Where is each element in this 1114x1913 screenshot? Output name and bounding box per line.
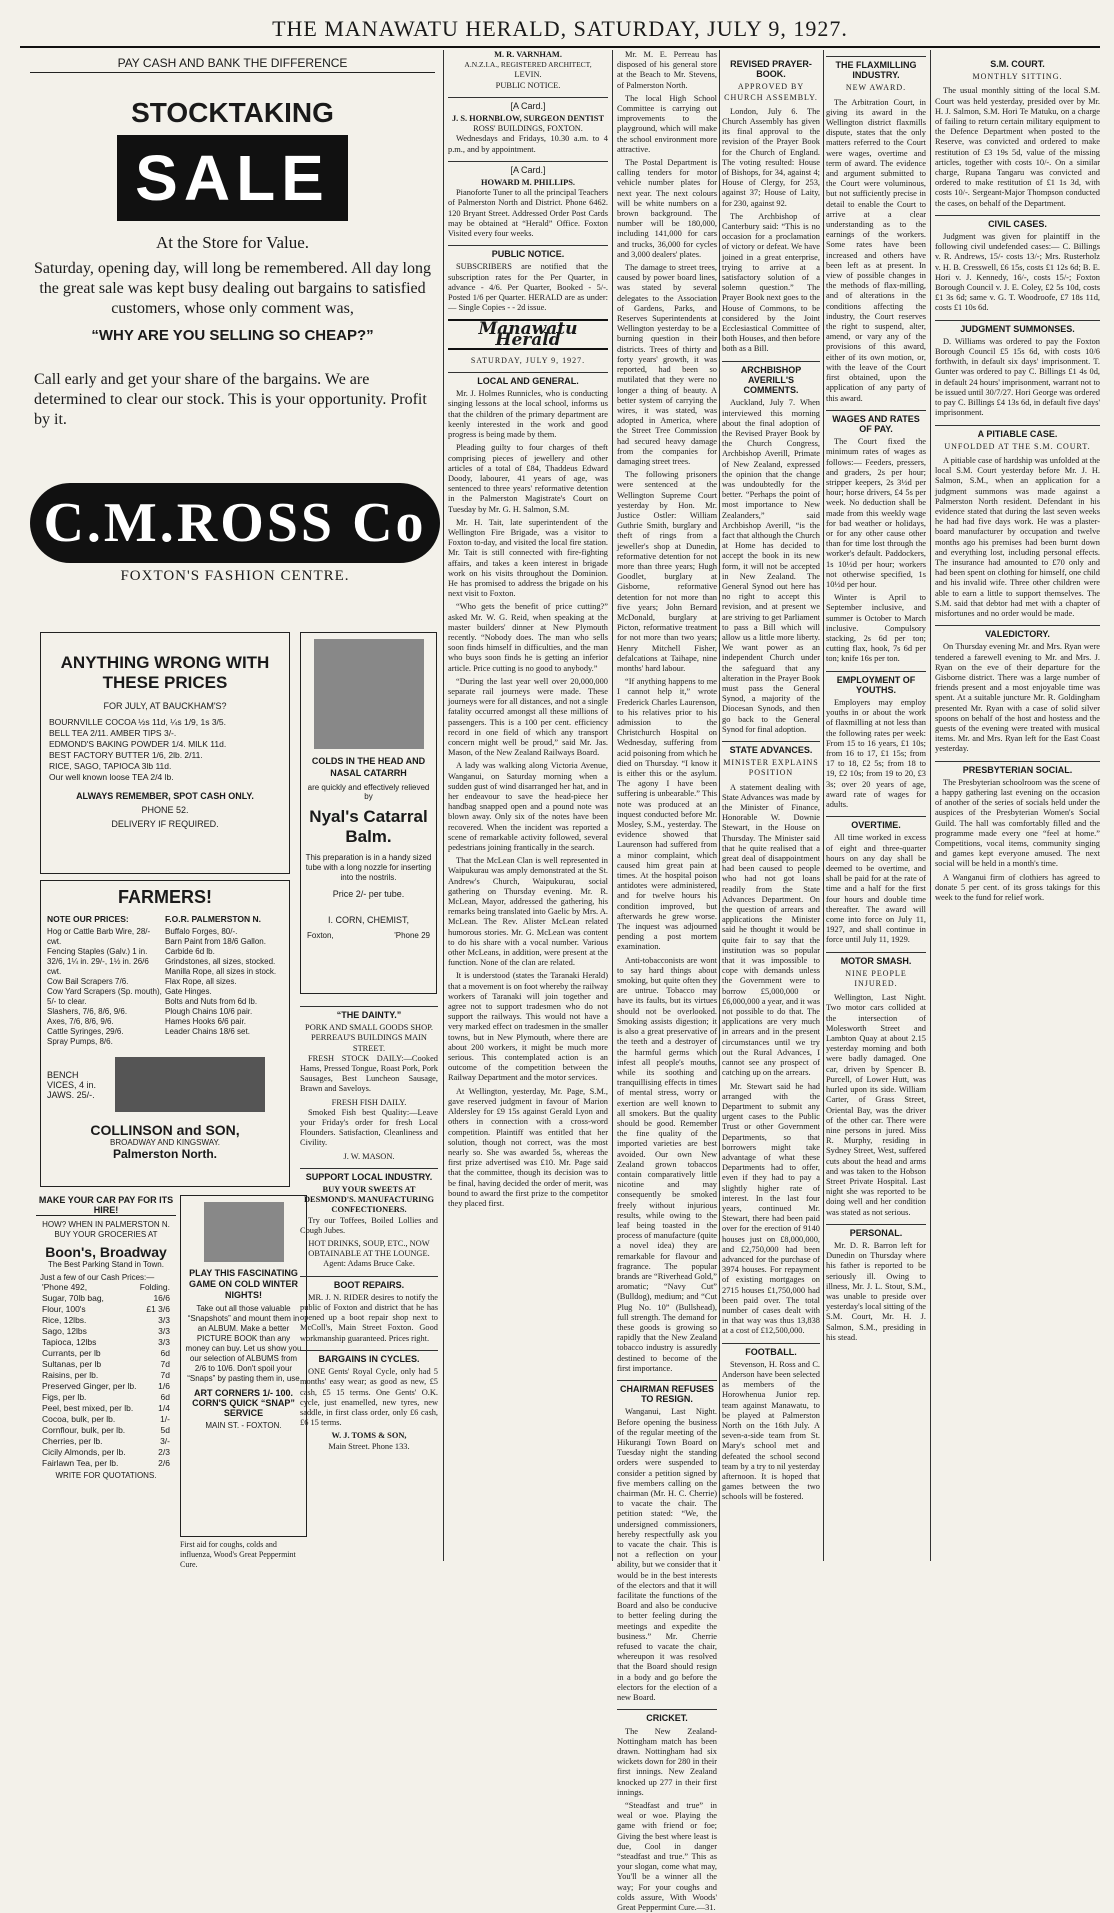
farmers-right-item: Bolts and Nuts from 6d lb. (165, 997, 258, 1006)
civil-head: CIVIL CASES. (935, 215, 1100, 229)
boons-item-price: 7d (160, 1359, 170, 1369)
chairman-head: CHAIRMAN REFUSES TO RESIGN. (617, 1380, 717, 1404)
boot-head: BOOT REPAIRS. (300, 1276, 438, 1290)
employment-head: EMPLOYMENT OF YOUTHS. (826, 671, 926, 695)
toms-name: W. J. TOMS & SON, (331, 1431, 407, 1441)
sm-court-head: S.M. COURT. (990, 59, 1045, 69)
article-para: A Wanganui firm of clothiers has agreed to donate 5 per cent. of its gross takings for this week to the fund for relief work. (935, 872, 1100, 903)
hornblow-address: ROSS' BUILDINGS, FOXTON. (473, 124, 583, 134)
boons-item-name: 'Phone 492, (42, 1282, 88, 1292)
boons-price-row (36, 1403, 176, 1414)
article-para: The Court fixed the minimum rates of wages as follows:— Feeders, pressers, and graders, 2s per hour; stripper keepers, 2s 3½d per hour; horse drivers, £4 5s per week. No deduction shall be made from this weekly wage for bad weather or holidays, or for any other cause other than for time lost through the worker's default. Paddockers, 1s 10½d per hour; workers not otherwise specified, 1s 10½d per hour. (826, 437, 926, 589)
article-para: Pleading guilty to four charges of theft comprising pieces of jewellery and other articles of a total of £84, Thaddeus Edward Doody, labourer, 41 years of age, was sentenced to three years' reformative detention in the Palmerston Magistrate's Court on Tuesday by Mr. G. H. Salmon, S.M. (448, 443, 608, 514)
article-para: “During the last year well over 20,000,000 separate rail journeys were made. These journeys were for all distances, and not a single fatality occurred amongst all these millions of passengers. This is a 100 per cent. efficiency record in one field of which any transport concern might well be proud,” said Mr. Jas. Mason, of the New Zealand Railways Board. (448, 676, 608, 758)
snapshots-corners: ART CORNERS 1/- 100. (193, 1388, 294, 1398)
hornblow-days: Wednesdays and Fridays, 10.30 a.m. to 4 p.m., and by appointment. (448, 134, 608, 154)
dainty-sub: PORK AND SMALL GOODS SHOP. (305, 1023, 433, 1033)
article-para: All time worked in excess of eight and three-quarter hours on any day shall be deemed to be overtime, and shall be paid for at the rate of time and a half for the first four hours and double time thereafter. The award will come into force on July 11, 1927, and shall continue in force until July 11, 1929. (826, 833, 926, 945)
woods-ad: First aid for coughs, colds and influenza, Wood's Great Peppermint Cure. (180, 1540, 296, 1569)
pitiable-sub: UNFOLDED AT THE S.M. COURT. (944, 441, 1091, 451)
support-sub: BUY YOUR SWEETS AT DESMOND'S. MANUFACTURING CONFECTIONERS. (303, 1185, 435, 1215)
cycles-body: ONE Gents' Royal Cycle, only had 5 months' easy wear; as good as new, £5 cash, £5 15 terms. One Gents' O.K. cycle, just enamelled, new tyres, new saddle, in first class order, only £6 cash, £6 15 terms. (300, 1367, 438, 1428)
snapshots-title: PLAY THIS FASCINATING GAME ON COLD WINTER NIGHTS! (189, 1268, 298, 1300)
boons-item-price: 3/3 (158, 1326, 170, 1336)
farmers-company: COLLINSON and SON, (90, 1122, 240, 1138)
bauckham-footer1: ALWAYS REMEMBER, SPOT CASH ONLY. (76, 791, 254, 801)
stocktaking-sale-ad (30, 54, 435, 474)
man-with-cold-illustration (314, 639, 424, 749)
boons-price-row (36, 1381, 176, 1392)
boons-item-price: 5d (160, 1425, 170, 1435)
varnham-place: LEVIN. (514, 70, 542, 80)
boons-item-name: Figs, per lb. (42, 1392, 87, 1402)
boons-item-price: 3/- (160, 1436, 170, 1446)
state-advances-sub: MINISTER EXPLAINS POSITION (723, 758, 819, 778)
article-para: The Presbyterian schoolroom was the scene of a happy gathering last evening on the occasion of another of the series of socials held under the auspices of the Presbyterian Women's Social Guild. The hall was comfortably filled and the programme made every one “feel at home.” Competitions, vocal items, community singing and games kept everyone amused. The next social will be held in a month's time. (935, 777, 1100, 869)
article-para: A pitiable case of hardship was unfolded at the local S.M. Court yesterday before Mr. J. H. Salmon, S.M., when an application for a judgment summons was made against a Palmerston North resident. Defendant in his evidence stated that during the last seven weeks he had had five days work. He was a plaster-board manufacturer by occupation and twelve months ago his premises had been burnt down and everything lost, including personal effects. The insurance had amounted to £70 only and had been spent on clothing for himself, one child and his invalid wife. Three other children were able to earn a little to support themselves. The S.M. said that debtor had met with a chapter of misfortunes and no order would be made. (935, 455, 1100, 618)
article-para: “Who gets the benefit of price cutting?” asked Mr. W. G. Reid, when speaking at the master builders' dinner at New Plymouth recently. “Nobody does. The man who sells soon finds himself in difficulties, and the man who buys soon finds he is getting an inferior article. Price cutting is no good to anybody.” (448, 602, 608, 673)
article-para: At Wellington, yesterday, Mr. Page, S.M., gave reserved judgment in favour of Marion Aldersley for £9 15s against Gerald Lyon and others in connection with a cross-word competition. Plaintiff was entitled that her solution, though not correct, was the most nearly so. She was awarded 5s, whereas the first prize advertised was £10. Mr. Page said that the committee, though its decision was to be final, having decided the order of merit, was bound to award the first prize to the competitor they placed first. (448, 1086, 608, 1208)
boons-item-price: 1/4 (158, 1403, 170, 1413)
sm-court-sub: MONTHLY SITTING. (972, 72, 1063, 82)
boons-item-price: 7d (160, 1370, 170, 1380)
boons-item-price: 16/6 (153, 1293, 170, 1303)
boons-item-price: 2/6 (158, 1458, 170, 1468)
farmers-right-item: Flax Rope, all sizes. (165, 977, 237, 986)
boons-title: MAKE YOUR CAR PAY FOR ITS HIRE! (36, 1195, 176, 1216)
sale-word: SALE (117, 135, 348, 221)
column-7 (935, 50, 1100, 1561)
motor-head: MOTOR SMASH. (826, 952, 926, 966)
bauckham-sub: FOR JULY, AT BAUCKHAM'S? (103, 701, 227, 711)
local-general-head: LOCAL AND GENERAL. (448, 372, 608, 386)
article-para: The following prisoners were sentenced at the Wellington Supreme Court yesterday by Hon. Mr. Justice Ostler: William Guthrie Smith, burglary and theft of rings from a jeweller's shop at Dunedin, reformative detention for not more than three years; Hugh Goodlet, burglary at Gisborne, reformative detention for not more than five years; John Bernard McDonald, burglary at Picton, reformative treatment for not more than two years; Henry Mitchell Fisher, defalcations at Taihape, nine months' hard labour. (617, 470, 717, 673)
boons-tag: The Best Parking Stand in Town. (48, 1260, 164, 1269)
boons-item-name: Raisins, per lb. (42, 1370, 99, 1380)
hornblow-name: J. S. HORNBLOW, SURGEON DENTIST (451, 114, 605, 124)
cycles-head: BARGAINS IN CYCLES. (300, 1350, 438, 1364)
article-para: Mr. J. Holmes Runnicles, who is conducting singing lessons at the local school, informs us that the children of the primary department are keenly interested in the work and good progress is being made by them. (448, 389, 608, 440)
boons-item-name: Sugar, 70lb bag, (42, 1293, 104, 1303)
state-advances-head: STATE ADVANCES. (722, 741, 820, 755)
flax-head: THE FLAXMILLING INDUSTRY. (826, 56, 926, 80)
toms-address: Main Street. Phone 133. (328, 1441, 410, 1451)
valedictory-head: VALEDICTORY. (935, 625, 1100, 639)
sale-ad-title: STOCKTAKING (131, 97, 334, 128)
dainty-address: PERREAU'S BUILDINGS MAIN STREET. (311, 1033, 427, 1053)
boons-price-row (36, 1414, 176, 1425)
support-head: SUPPORT LOCAL INDUSTRY. (300, 1168, 438, 1182)
farmers-left-head: NOTE OUR PRICES: (47, 914, 129, 924)
article-para: Stevenson, H. Ross and C. Anderson have been selected as members of the Horowhenua Junior rep. team against Manawatu, to be played at Palmerston North on the 16th July. A seven-a-side team from St. Mary's school met and defeated the school second team by a try to nil yesterday afternoon. It is hoped that games between the two schools will be fostered. (722, 1359, 820, 1502)
phillips-body: Pianoforte Tuner to all the principal Teachers of Palmerston North and District. Phone 6462. 120 Bryant Street. Addressed Order Post Cards may be obtained at “Herald” Office. Foxton Visited every four weeks. (448, 188, 608, 239)
article-para: The Archbishop of Canterbury said: “This is no occasion for a proclamation of victory or defeat. We have joined in a great enterprise, trying to arrive at a satisfactory solution of a solemn question.” The Prayer Book next goes to the House of Commons, to be considered by the Joint Ecclesiastical Committee of both Houses, and then before both as a Bill. (722, 211, 820, 354)
sale-ad-top: PAY CASH AND BANK THE DIFFERENCE (30, 54, 435, 73)
hot-drinks: HOT DRINKS, SOUP, ETC., NOW OBTAINABLE AT THE LOUNGE. (308, 1239, 430, 1259)
snapshots-address: MAIN ST. - FOXTON. (205, 1421, 282, 1430)
farmers-left-item: Cattle Syringes, 29/6. (47, 1027, 124, 1036)
boons-item-price: 2/3 (158, 1447, 170, 1457)
article-para: The damage to street trees, caused by power board lines, was stated by several delegates to the Association of Gardens, Parks, and Reserves Superintendents at Wellington yesterday to be a burning question in their districts. Trees of thirty and forty years' growth, it was reported, had been so mutilated that they were no longer a thing of beauty. A better system of carrying the wires, it was stated, was adopted in America, where the Street Tree Commission had secured heavy damage from the companies for damaging street trees. (617, 263, 717, 466)
boons-item-name: Sultanas, per lb (42, 1359, 102, 1369)
boons-how: HOW? WHEN IN PALMERSTON N. BUY YOUR GROCERIES AT (42, 1220, 170, 1239)
column-6-flax (826, 50, 926, 1561)
boons-item-price: 3/3 (158, 1315, 170, 1325)
fish-head: FRESH FISH DAILY. (331, 1097, 407, 1107)
boons-item-price: 1/- (160, 1414, 170, 1424)
column-4 (617, 50, 718, 1912)
article-para: Mr. M. E. Perreau has disposed of his general store at the Beach to Mr. Stevens, of Palmerston North. (617, 50, 717, 90)
subscription-notice: SUBSCRIBERS are notified that the subscription rates for the Per Quarter, in advance - 4/6. Per Quarter, Booked - 5/-. Posted 1/6 per Quarter. HERALD are as under:— Single Copies - - 2d issue. (448, 262, 608, 313)
boons-price-row (36, 1304, 176, 1315)
fish-name: J. W. MASON. (343, 1151, 395, 1161)
bauckham-item: Our well known loose TEA 2/4 lb. (49, 772, 174, 782)
boons-price-row (36, 1436, 176, 1447)
article-para: Auckland, July 7. When interviewed this morning about the final adoption of the Revised Prayer Book by the Church Congress, Archbishop Averill, Primate of New Zealand, expressed the opinion that the change was undoubtedly for the better. “Perhaps the point of most importance to New Zealanders,” said Archbishop Averill, “is the fact that although the Church at Home has decided to accept the book in its new form, it will not be accepted in New Zealand. The General Synod out here has no right to accept this revision, and at present we are striving to get Parliament to pass a Bill which will allow us a little more liberty. We want power as an independent Church under the safeguard that any alteration in the Prayer Book must pass the General Synod, a majority of the Diocesan Synods, and then go back to the General Synod for final adoption. (722, 398, 820, 734)
article-para: On Thursday evening Mr. and Mrs. Ryan were tendered a farewell evening to Mr. and Mrs. J. Ryan on the eve of their departure for the Gisborne district. There was a large number of friends present and a most enjoyable time was spent. At a suitable juncture Mr. R. Goldingham presented Mr. Ryan with a case of solid silver spoons on behalf of the host and hostess and the guests of the evening were treated with musical items. Mr. and Mrs. Ryan left for the East Coast yesterday. (935, 642, 1100, 754)
article-para: London, July 6. The Church Assembly has given its final approval to the revision of the Prayer Book for the Church of England. The voting resulted: House of Bishops, for 34, against 4; House of Clergy, for 253, against 37; House of Laity, for 230, against 92. (722, 106, 820, 208)
snapshots-body: Take out all those valuable “Snapshots” and mount them in an ALBUM. Make a better PICTURE BOOK than any money can buy. Let us show you our selection of ALBUMS from 2/6 to 10/6. Don't spoil your “Snaps” by pasting them in, use (185, 1304, 302, 1383)
farmers-left-item: Fencing Staples (Galv.) 1 in. 32/6, 1¼ in. 29/-, 1½ in. 26/6 cwt. (47, 947, 149, 976)
boons-price-row (36, 1282, 176, 1293)
boons-price-row (36, 1458, 176, 1469)
farmers-right-item: Carbide 6d lb. (165, 947, 215, 956)
article-para: Winter is April to September inclusive, and summer is October to March inclusive. Compulsory stacking, 2s 6d per ton; cutting flax, hook, 7s 6d per ton; knife 16s per ton. (826, 593, 926, 664)
snapshots-service: CORN'S QUICK “SNAP” SERVICE (192, 1398, 295, 1418)
judgment-head: JUDGMENT SUMMONSES. (935, 320, 1100, 334)
agent: Agent: Adams Bruce Cake. (323, 1259, 415, 1269)
bauckham-item: RICE, SAGO, TAPIOCA 3lb 11d. (49, 761, 172, 771)
dainty-body: FRESH STOCK DAILY:—Cooked Hams, Pressed Tongue, Roast Pork, Pork Sausages, Best Luncheon Sausage, Brawn and Saveloys. (300, 1053, 438, 1094)
nyal-line: are quickly and effectively relieved by (307, 783, 430, 801)
boons-item-name: Cornflour, bulk, per lb. (42, 1425, 126, 1435)
boons-price-row (36, 1315, 176, 1326)
column-rule (930, 50, 931, 1561)
bauckham-item: BELL TEA 2/11. AMBER TIPS 3/-. (49, 728, 177, 738)
boons-item-price: 3/3 (158, 1337, 170, 1347)
article-para: Anti-tobacconists are wont to say hard things about smoking, but quite often they are untrue. Tobacco may have its faults, but its virtues should not be overlooked. Smoking assists digestion; it is also a great preservative of the teeth and a destroyer of the harmful germs which infest all people's mouths, while its soothing and tranquillising effects in times of mental stress, worry or exertion are well known to all smokers. But the quality should be good. Remember the fine quality of the imported varieties are best avoided. Our own New Zealand grown tobaccos contain comparatively little nicotine and may consequently be smoked freely without injurious results, while owing to the leaf being toasted in the process of manufacture (quite a novel idea) they are remarkable for flavour and fragrance. The popular brands are “Riverhead Gold,” aromatic; “Navy Cut” (Bulldog), medium; and “Cut Plug No. 10” (Bullshead), full strength. The demand for these goods is growing so rapidly that the New Zealand tobacco industry is assuredly destined to become of the first importance. (617, 955, 717, 1373)
article-para: “If anything happens to me I cannot help it,” wrote Frederick Charles Laurenson, to his relatives prior to his admission to the Christchurch Hospital on Wednesday, suffering from acid poisoning from which he died on Thursday. “I know it is either this or the asylum. The agony I have been suffering is unbearable.” This note was produced at an inquest conducted before Mr. Mosley, S.M., yesterday. The evidence showed that Laurenson had suffered from a minor complaint, which caused him great pain at times. At the hospital poison antidotes were administered, and for twelve hours his condition improved, but afterwards he grew worse. The inquest was adjourned pending a post mortem examination. (617, 677, 718, 952)
article-para: The Postal Department is calling tenders for motor vehicle number plates for next year. The next colours will be white numbers on a brown background. The number will be 180,000, including 141,000 for cars and trucks, 36,000 for cycles and 3,000 dealers' plates. (617, 158, 717, 259)
farmers-right-item: Grindstones, all sizes, stocked. (165, 957, 276, 966)
bench-vice-illustration (115, 1057, 265, 1112)
bauckham-items (41, 717, 289, 783)
motor-sub: NINE PEOPLE INJURED. (845, 968, 907, 989)
personal-head: PERSONAL. (826, 1224, 926, 1238)
album-illustration (204, 1202, 284, 1262)
article-para: The local High School Committee is carrying out improvements to the playground, which will make the school environment more attractive. (617, 93, 717, 154)
boons-item-name: Sago, 12lbs (42, 1326, 87, 1336)
averill-head: ARCHBISHOP AVERILL'S COMMENTS. (722, 361, 820, 396)
boons-price-row (36, 1337, 176, 1348)
cricket-head: CRICKET. (617, 1709, 717, 1723)
nyal-head: COLDS IN THE HEAD AND NASAL CATARRH (311, 756, 426, 778)
column-rule (823, 50, 824, 1561)
article-para: That the McLean Clan is well represented in Waipukurau was amply demonstrated at the St. Andrew's Church, Waipukurau, social gathering on Thursday evening. Mr. R. McLean, Mayor, addressed the gathering, his remarks being translated into Gaelic by Mrs. A. McLean. The Rev. Alister McLean related humorous stories. Mr. G. McLean was content to do his share with a vocal number. Various other McLeans, in addition, were present at the function. None of the clan are related. (448, 856, 608, 968)
boons-item-name: Flour, 100's (42, 1304, 86, 1314)
dainty-head: “THE DAINTY.” (300, 1006, 438, 1020)
issue-date: SATURDAY, JULY 9, 1927. (470, 355, 586, 365)
farmers-title: FARMERS! (118, 887, 212, 907)
farmers-ad (40, 880, 290, 1187)
column-3-ads (300, 1000, 438, 1561)
card-label: [A Card.] (448, 161, 608, 175)
article-para: The New Zealand-Nottingham match has been drawn. Nottingham had six wickets down for 280 in their first innings. New Zealand knocked up 277 in their first innings. (617, 1726, 717, 1797)
boons-price-row (36, 1326, 176, 1337)
farmers-town: Palmerston North. (112, 1147, 217, 1161)
boons-price-list (36, 1282, 176, 1469)
presbyterian-head: PRESBYTERIAN SOCIAL. (935, 761, 1100, 775)
snapshots-ad (180, 1195, 307, 1537)
boons-item-name: Peel, best mixed, per lb. (42, 1403, 134, 1413)
column-rule (443, 50, 444, 1561)
public-notice-head: PUBLIC NOTICE. (448, 245, 608, 259)
flax-sub: NEW AWARD. (845, 83, 907, 93)
article-para: Mr. Stewart said he had arranged with the Department to submit any urgent cases to the Public Trust or other Government Departments, so that borrowers might take advantage of what these Departments had to offer, even if they had to pay a slightly higher rate of interest. In the last four years, continued Mr. Stewart, there had been paid over for the erection of 9140 houses just on £8,000,000, and £2,750,000 had been advanced for the purchase of 3974 houses. For repayment of existing mortgages on 2715 houses £1,750,000 had been paid over. The total number of cases dealt with in that way was thus 13,838 at a cost of £12,500,000. (722, 1081, 820, 1336)
prayer-head: REVISED PRAYER-BOOK. (730, 59, 812, 80)
farmers-right-item: Plough Chains 10/6 pair. (165, 1007, 253, 1016)
article-para: Wanganui, Last Night. Before opening the business of the regular meeting of the Hikurangi Town Board on Tuesday night the standing orders were suspended to consider a petition signed by five members calling on the chairman (Mr. H. C. Cherrie) to vacate the chair. The petition stated: “We, the undersigned commissioners, hereby respectfully ask you to vacate the chair. This is not a reflection on your ability, but we consider that it would be in the best interests of the electors and that it will facilitate the functions of the Board and also be conducive to better feeling during the meetings and expedite the business.” Mr. Cherrie refused to vacate the chair, whereupon it was resolved that the Board should resign in a body and go before the electors for the election of a new Board. (617, 1407, 717, 1703)
farmers-right-item: Hames Hooks 6/6 pair. (165, 1017, 246, 1026)
boot-body: MR. J. N. RIDER desires to notify the public of Foxton and district that he has opened up a boot repair shop next to McColl's, Main Street Foxton. Good workmanship guaranteed. Prices right. (300, 1292, 438, 1343)
farmers-right-item: Gate Hinges. (165, 987, 212, 996)
column-rule (612, 50, 613, 1561)
boons-item-name: Currants, per lb (42, 1348, 101, 1358)
farmers-left-item: Cow Bail Scrapers 7/6. (47, 977, 129, 986)
boons-item-name: Rice, 12lbs. (42, 1315, 87, 1325)
prayer-sub: APPROVED BY CHURCH ASSEMBLY. (724, 82, 818, 102)
sale-ad-body1: Saturday, opening day, will long be remembered. All day long the great sale was kept busy dealing out bargains to satisfied customers, whose only comment was, (34, 260, 431, 317)
farmers-right-item: Barn Paint from 18/6 Gallon. (165, 937, 266, 946)
boons-item-name: Cicily Almonds, per lb. (42, 1447, 126, 1457)
article-para: Judgment was given for plaintiff in the following civil undefended cases:— C. Billings v. R. Andrews, 15/- costs 13/-; Mrs. Rusterholz v. H. B. Cresswell, £6 15s, costs £1 12s 6d; B. E. Hori v. J. Kennedy, 16/-, costs 15/-; Foxton Borough Council v. J. E. Coley, £2 5s 10d, costs £1 3s 6d; same v. G. T. Woodroofe, £7 18s 11d, costs £1 10s 6d. (935, 232, 1100, 313)
farmers-left-item: Hog or Cattle Barb Wire, 28/- cwt. (47, 927, 151, 946)
article-para: The Arbitration Court, in giving its award in the Wellington district flaxmills dispute, states that the only matters referred to the Court were wages, overtime and term of award. The evidence and argument submitted to the Court were voluminous, but not sufficiently precise in detail to enable the Court to arrive at a clear understanding as to the earnings of the workers. Some rates have been increased and others have been left as at present. In view of possible changes in the methods of flax-milling, and of alterations in the conditions affecting the industry, the Court reserves the right to suspend, alter, amend, or vary any of the provisions of this award, either of its own motion, or, with the leave of the Court first obtained, upon the application of any party of this award. (826, 97, 926, 403)
sale-ad-quote: “WHY ARE YOU SELLING SO CHEAP?” (91, 327, 374, 344)
article-para: Wellington, Last Night. Two motor cars collided at the intersection of Molesworth Street and Lambton Quay at about 2.15 yesterday morning and both were badly damaged. One car, driven by Spencer B. Purcell, of Lower Hutt, was hurled upon its side. William Carter, of Grass Street, Oriental Bay, was the driver of the other car. There were nine persons in jured. Miss R. Murphy, residing in Sydney Street, West, suffered cuts about the head and arms and was taken to the Hobson Street Private Hospital. Last night she was reported to be doing well and her condition was stated as not serious. (826, 993, 926, 1217)
pitiable-head: A PITIABLE CASE. (935, 425, 1100, 439)
article-para: A lady was walking along Victoria Avenue, Wanganui, on Saturday morning when a sudden gust of wind disarranged her hat, and in her endeavour to save the head-piece her handbag snapped open and a pound note was blown away. Only six of the notes have been recovered. When the incident was reported a scene of remarkable activity followed, several pedestrians joining frantically in the search. (448, 761, 608, 853)
card-label: [A Card.] (448, 97, 608, 111)
farmers-left-item: Slashers, 7/6, 8/6, 9/6. (47, 1007, 128, 1016)
boons-item-price: 6d (160, 1348, 170, 1358)
column-5 (722, 50, 820, 1561)
boons-item-name: Fairlawn Tea, per lb. (42, 1458, 119, 1468)
boons-item-price: Folding. (139, 1282, 170, 1292)
boons-item-price: £1 3/6 (146, 1304, 170, 1314)
column-rule (719, 50, 720, 1561)
boons-footer: WRITE FOR QUOTATIONS. (55, 1471, 157, 1480)
article-para: The usual monthly sitting of the local S.M. Court was held yesterday, presided over by Mr. H. J. Salmon, S.M. Hori Te Matuku, on a charge of failing to return certain military equipment to the Defence Department when posted to the Reserve, was convicted and ordered to make restitution of £3 19s 5d, value of the missing articles, together with costs 10/-. On a similar charge, Rupana Tangaru was convicted and ordered to make restitution of £1 1s 3d, with costs 10/-. Sergeant-Major Thompson conducted the cases, on behalf of the Department. (935, 86, 1100, 208)
overtime-head: OVERTIME. (826, 816, 926, 830)
vice-price: BENCH VICES, 4 in. JAWS. 25/-. (47, 1069, 97, 1100)
varnham-name: M. R. VARNHAM. (494, 50, 562, 59)
wages-head: WAGES AND RATES OF PAY. (826, 410, 926, 434)
column-2 (448, 50, 608, 1561)
article-para: A statement dealing with State Advances was made by the Minister of Finance, Honorable W. Downie Stewart, in the House on Thursday. The Minister said that he quite realised that a great deal of disappointment had been caused to people who had not got loans readily from the State Advances Department. On the question of arrears and applications the Minister said he thought it would be quite fair to say that the institution was so popular that it was impossible to cope with demands unless the Government were to borrow £5,000,000 or £6,000,000 a year, and it was not possible to do that. The applications are very much in arrears and in the present circumstances until we try out the Rural Advances, I cannot see any prospect of catching up on the arrears. (722, 782, 820, 1078)
boons-price-row (36, 1370, 176, 1381)
article-para: It is understood (states the Taranaki Herald) that a movement is on foot whereby the railway workers of Taranaki will join together and agree not to support tradesmen who do not support the railways. This would not have a very marked effect on tradesmen in the smaller towns, but in New Plymouth, where there are about 200 workers, it might be much more serious. This contemplated action is an outcome of the competition between the Railway Department and the motor services. (448, 971, 609, 1083)
farmers-left-item: Axes, 7/6, 8/6, 9/6. (47, 1017, 114, 1026)
boons-price-row (36, 1447, 176, 1458)
bauckham-footer2: PHONE 52. (141, 805, 189, 815)
herald-nameplate: Manawatu Herald (448, 319, 608, 349)
nyal-ad (300, 632, 437, 994)
bauckham-item: BOURNVILLE COCOA ½s 11d, ¼s 1/9, 1s 3/5. (49, 717, 227, 727)
boons-ad (36, 1195, 176, 1560)
farmers-address: BROADWAY AND KINGSWAY. (110, 1138, 220, 1147)
fish-body: Smoked Fish best Quality:—Leave your Friday's order for fresh Local Flounders. Satisfaction, Cleanliness and Civility. (300, 1107, 438, 1148)
farmers-right-item: Leader Chains 18/6 set. (165, 1027, 250, 1036)
nyal-name: Nyal's Catarral Balm. (309, 807, 428, 846)
bauckham-footer3: DELIVERY IF REQUIRED. (111, 819, 219, 829)
boons-price-row (36, 1425, 176, 1436)
boons-intro: Just a few of our Cash Prices:— (40, 1273, 155, 1282)
nyal-phone: 'Phone 29 (394, 931, 430, 940)
boons-item-name: Cocoa, bulk, per lb. (42, 1414, 116, 1424)
article-para: Employers may employ youths in or about the work of flaxmilling at not less than the following rates per week: From 15 to 16 years, £1 10s; from 16 to 17, £1 15s; from 17 to 18, £2 5s; from 18 to 19, £2 10s; from 19 to 20, £3 3s; over 20 years of age, award rate of wages for adults. (826, 697, 926, 810)
boons-name: Boon's, Broadway (45, 1244, 167, 1260)
nyal-chemist: I. CORN, CHEMIST, (327, 915, 409, 925)
boons-price-row (36, 1293, 176, 1304)
article-para: D. Williams was ordered to pay the Foxton Borough Council £5 15s 6d, with costs 10/6 forthwith, in default six days' imprisonment. T. Gunter was ordered to pay C. Billings £1 4s 0d, in default 24 hours' imprisonment, warrant not to be issued until 30/7/27. Hori George was ordered to pay C. Billings £4 13s 6d, in default five days' imprisonment. (935, 336, 1100, 418)
farmers-left-item: Cow Yard Scrapers (Sp. mouth), 5/- to clear. (47, 987, 162, 1006)
article-para: Mr. H. Tait, late superintendent of the Wellington Fire Brigade, was a visitor to Foxton to-day, and visited the local fire station. Mr. Tait is still connected with fire-fighting affairs, and takes a keen interest in brigade work on his visits throughout the Dominion. He has promised to address the brigade on his next visit to Foxton. (448, 517, 608, 599)
boons-item-name: Preserved Ginger, per lb. (42, 1381, 137, 1391)
football-head: FOOTBALL. (722, 1343, 820, 1357)
ross-logo: C.M.ROSS Co (30, 483, 440, 563)
boons-price-row (36, 1359, 176, 1370)
phillips-name: HOWARD M. PHILLIPS. (481, 178, 575, 188)
bauckham-item: EDMOND'S BAKING POWDER 1/4. MILK 11d. (49, 739, 227, 749)
farmers-left-item: Spray Pumps, 8/6. (47, 1037, 113, 1046)
nyal-body: This preparation is in a handy sized tube with a long nozzle for inserting into the nostrils. (305, 853, 432, 882)
farmers-right-head: F.O.R. PALMERSTON N. (165, 914, 262, 924)
bauckham-title: ANYTHING WRONG WITH THESE PRICES (60, 653, 270, 692)
sale-ad-store: At the Store for Value. (155, 233, 310, 252)
article-para: Mr. D. R. Barron left for Dunedin on Thursday where his father is reported to be seriously ill. Owing to illness, Mr. J. L. Stout, S.M., was unable to preside over yesterday's local sitting of the S.M. Court, Mr. H. J. Salmon, S.M., presiding in his stead. (826, 1240, 926, 1342)
varnham-notice: PUBLIC NOTICE. (495, 80, 561, 90)
nyal-place: Foxton, (307, 931, 334, 940)
support-body: Try our Toffees, Boiled Lollies and Cough Jubes. (300, 1215, 438, 1235)
nyal-price: Price 2/- per tube. (332, 889, 405, 899)
boons-item-price: 1/6 (158, 1381, 170, 1391)
boons-price-row (36, 1392, 176, 1403)
masthead: THE MANAWATU HERALD, SATURDAY, JULY 9, 1927. (20, 16, 1100, 48)
boons-price-row (36, 1348, 176, 1359)
boons-item-price: 6d (160, 1392, 170, 1402)
ross-tagline: FOXTON'S FASHION CENTRE. (120, 568, 350, 584)
bauckham-item: BEST FACTORY BUTTER 1/6, 2lb. 2/11. (49, 750, 203, 760)
boons-item-name: Cherries, per lb. (42, 1436, 103, 1446)
bauckham-ad (40, 632, 290, 874)
farmers-right-item: Buffalo Forges, 80/-. (165, 927, 238, 936)
varnham-title: A.N.Z.I.A., REGISTERED ARCHITECT, (464, 60, 592, 70)
farmers-right-item: Manilla Rope, all sizes in stock. (165, 967, 277, 976)
boons-item-name: Tapioca, 12lbs (42, 1337, 97, 1347)
woods-verse: “Steadfast and true” in weal or woe. Playing the game with friend or foe; Giving the best where least is due, Cool in danger “steadfast and true.” This as your slogan, come what may, You'll be a winner all the way; For your coughs and colds assure, With Woods' Great Peppermint Cure.—31. (617, 1800, 717, 1912)
sale-ad-body2: Call early and get your share of the bargains. We are determined to clear our stock. This is your opportunity. Profit by it. (34, 371, 427, 428)
